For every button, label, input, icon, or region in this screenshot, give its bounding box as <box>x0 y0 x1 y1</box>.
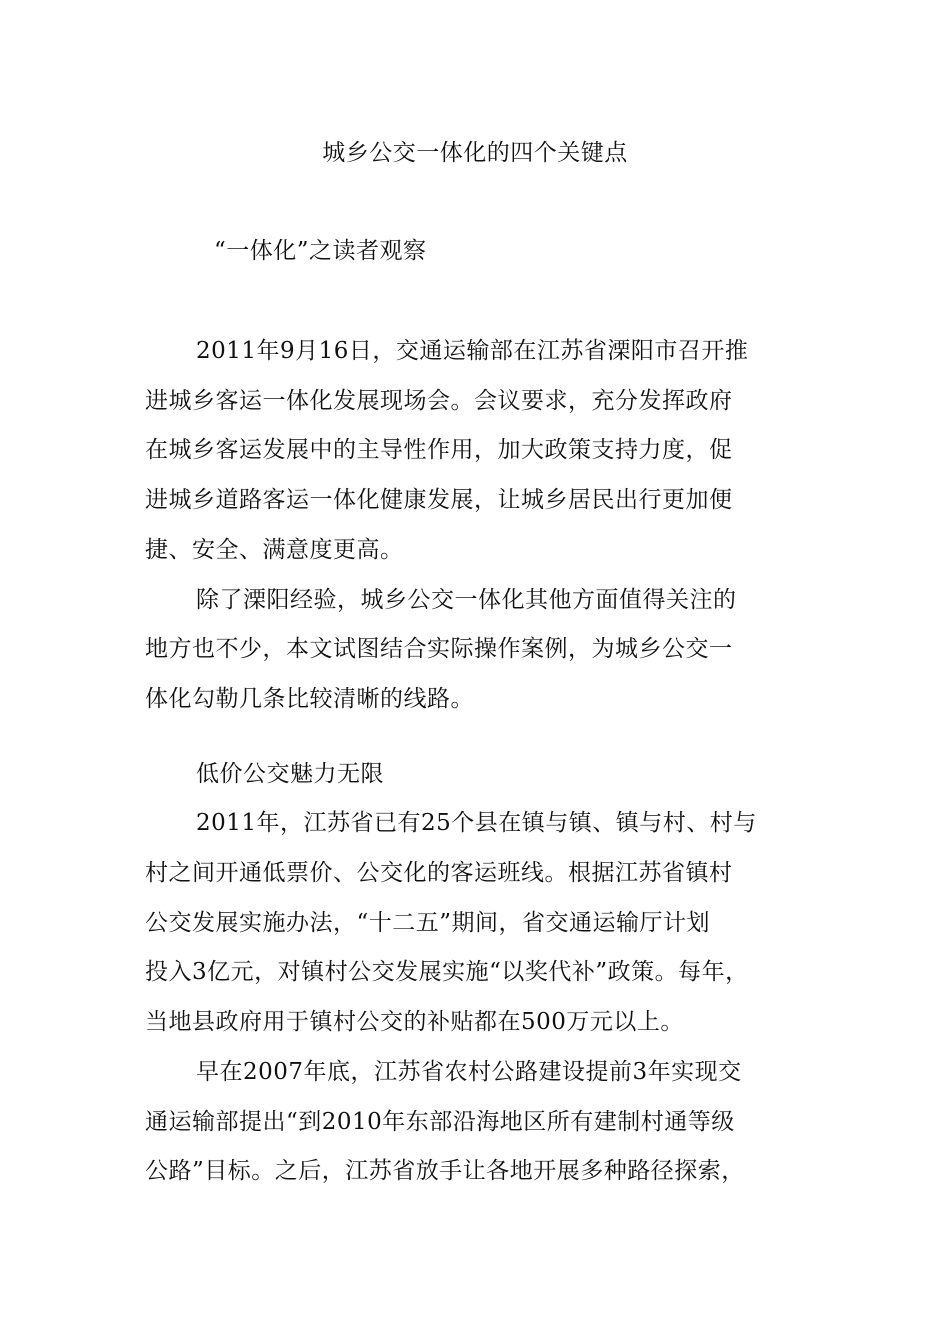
paragraph-line: 当地县政府用于镇村公交的补贴都在500万元以上。 <box>145 1009 684 1035</box>
paragraph-line: 公路”目标。之后，江苏省放手让各地开展多种路径探索， <box>145 1158 745 1184</box>
paragraph-line: 2011年，江苏省已有25个县在镇与镇、镇与村、村与 <box>196 810 757 836</box>
paragraph-line: 除了溧阳经验，城乡公交一体化其他方面值得关注的 <box>196 587 737 613</box>
section-heading: 低价公交魅力无限 <box>196 761 384 787</box>
paragraph-line: 投入3亿元，对镇村公交发展实施“以奖代补”政策。每年， <box>145 959 749 985</box>
paragraph-line: 地方也不少，本文试图结合实际操作案例，为城乡公交一 <box>145 636 733 662</box>
paragraph-line: 通运输部提出“到2010年东部沿海地区所有建制村通等级 <box>145 1109 735 1135</box>
subtitle: “一体化”之读者观察 <box>214 238 427 264</box>
paragraph-line: 进城乡客运一体化发展现场会。会议要求，充分发挥政府 <box>145 388 733 414</box>
paragraph-line: 在城乡客运发展中的主导性作用，加大政策支持力度，促 <box>145 437 733 463</box>
page-title: 城乡公交一体化的四个关键点 <box>322 140 628 166</box>
paragraph-line: 体化勾勒几条比较清晰的线路。 <box>145 686 474 712</box>
paragraph-line: 公交发展实施办法，“十二五”期间，省交通运输厅计划 <box>145 910 711 936</box>
paragraph-line: 捷、安全、满意度更高。 <box>145 537 404 563</box>
paragraph-line: 进城乡道路客运一体化健康发展，让城乡居民出行更加便 <box>145 487 733 513</box>
paragraph-line: 早在2007年底，江苏省农村公路建设提前3年实现交 <box>196 1059 742 1085</box>
paragraph-line: 2011年9月16日，交通运输部在江苏省溧阳市召开推 <box>196 338 749 364</box>
paragraph-line: 村之间开通低票价、公交化的客运班线。根据江苏省镇村 <box>145 860 733 886</box>
